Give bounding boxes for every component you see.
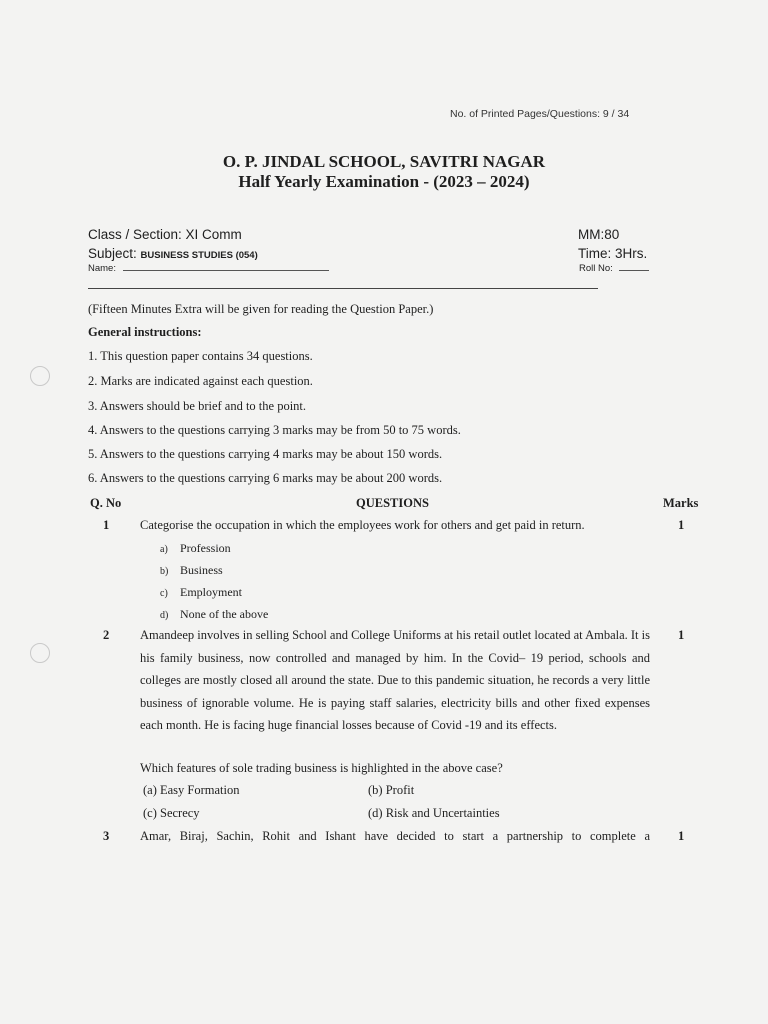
name-blank <box>123 270 329 271</box>
header-divider <box>88 288 598 289</box>
option <box>160 541 231 556</box>
instruction-item: 6. Answers to the questions carrying 6 marks may be about 200 words. <box>88 471 443 485</box>
option-text: Business <box>180 563 223 577</box>
option-text: Employment <box>180 585 242 599</box>
max-marks: MM:80 <box>578 227 620 242</box>
question-marks: 1 <box>678 829 685 843</box>
exam-title: Half Yearly Examination - (2023 – 2024) <box>238 172 530 191</box>
instruction-item: 5. Answers to the questions carrying 4 marks may be about 150 words. <box>88 447 443 461</box>
printed-pages-note: No. of Printed Pages/Questions: 9 / 34 <box>450 108 630 120</box>
question-text: Amar, Biraj, Sachin, Rohit and Ishant have decided to start a partnership to complete a <box>140 829 650 843</box>
questions-header: QUESTIONS <box>356 496 429 510</box>
instruction-item: 2. Marks are indicated against each question. <box>88 374 313 388</box>
punch-hole-top <box>30 366 50 386</box>
option: (c) Secrecy <box>143 806 200 820</box>
option-label: c) <box>160 588 168 599</box>
qno-header: Q. No <box>90 496 122 510</box>
option-text: Profession <box>180 541 231 555</box>
option: (d) Risk and Uncertainties <box>368 806 500 820</box>
question-text: Amandeep involves in selling School and College Uniforms at his retail outlet located at Ambala. It is his family business, now controlled and managed by him. In the Covid– 19 period, schools and colleges are mostly closed all around the state. Due to this pandemic situation, he records a very little business of ignorable volume. He is paying staff salaries, electricity bills and other fixed expenses each month. He is facing huge financial losses because of Covid -19 and its effects. <box>140 628 650 733</box>
roll-blank <box>619 270 649 271</box>
option: (a) Easy Formation <box>143 783 240 797</box>
marks-header: Marks <box>663 496 699 510</box>
subject-line <box>88 246 258 261</box>
option: (b) Profit <box>368 783 415 797</box>
name-field <box>88 263 329 274</box>
reading-time-note: (Fifteen Minutes Extra will be given for reading the Question Paper.) <box>88 302 434 316</box>
school-name: O. P. JINDAL SCHOOL, SAVITRI NAGAR <box>222 152 546 171</box>
option <box>160 585 242 600</box>
instruction-item: 4. Answers to the questions carrying 3 marks may be from 50 to 75 words. <box>88 423 461 437</box>
time-allowed: Time: 3Hrs. <box>578 246 648 261</box>
subject-label: Subject: <box>88 246 137 261</box>
option-label: a) <box>160 544 168 555</box>
option-label: d) <box>160 610 169 621</box>
question-marks: 1 <box>678 518 685 532</box>
instructions-heading: General instructions: <box>88 325 202 339</box>
class-section: Class / Section: XI Comm <box>88 227 242 242</box>
roll-field <box>579 263 649 274</box>
instruction-item: 1. This question paper contains 34 questions. <box>88 349 313 363</box>
option <box>160 563 223 578</box>
option-text: None of the above <box>180 607 269 621</box>
question-subtext: Which features of sole trading business is highlighted in the above case? <box>140 761 503 775</box>
question-text: Categorise the occupation in which the employees work for others and get paid in return. <box>140 518 585 532</box>
name-label: Name: <box>88 263 116 274</box>
option-label: b) <box>160 566 169 577</box>
question-number: 2 <box>103 628 110 642</box>
option <box>160 607 268 622</box>
subject-value: BUSINESS STUDIES (054) <box>140 250 258 261</box>
question-number: 1 <box>103 518 110 532</box>
punch-hole-bottom <box>30 643 50 663</box>
instruction-item: 3. Answers should be brief and to the point. <box>88 399 307 413</box>
question-number: 3 <box>103 829 110 843</box>
question-marks: 1 <box>678 628 685 642</box>
roll-label: Roll No: <box>579 263 613 274</box>
